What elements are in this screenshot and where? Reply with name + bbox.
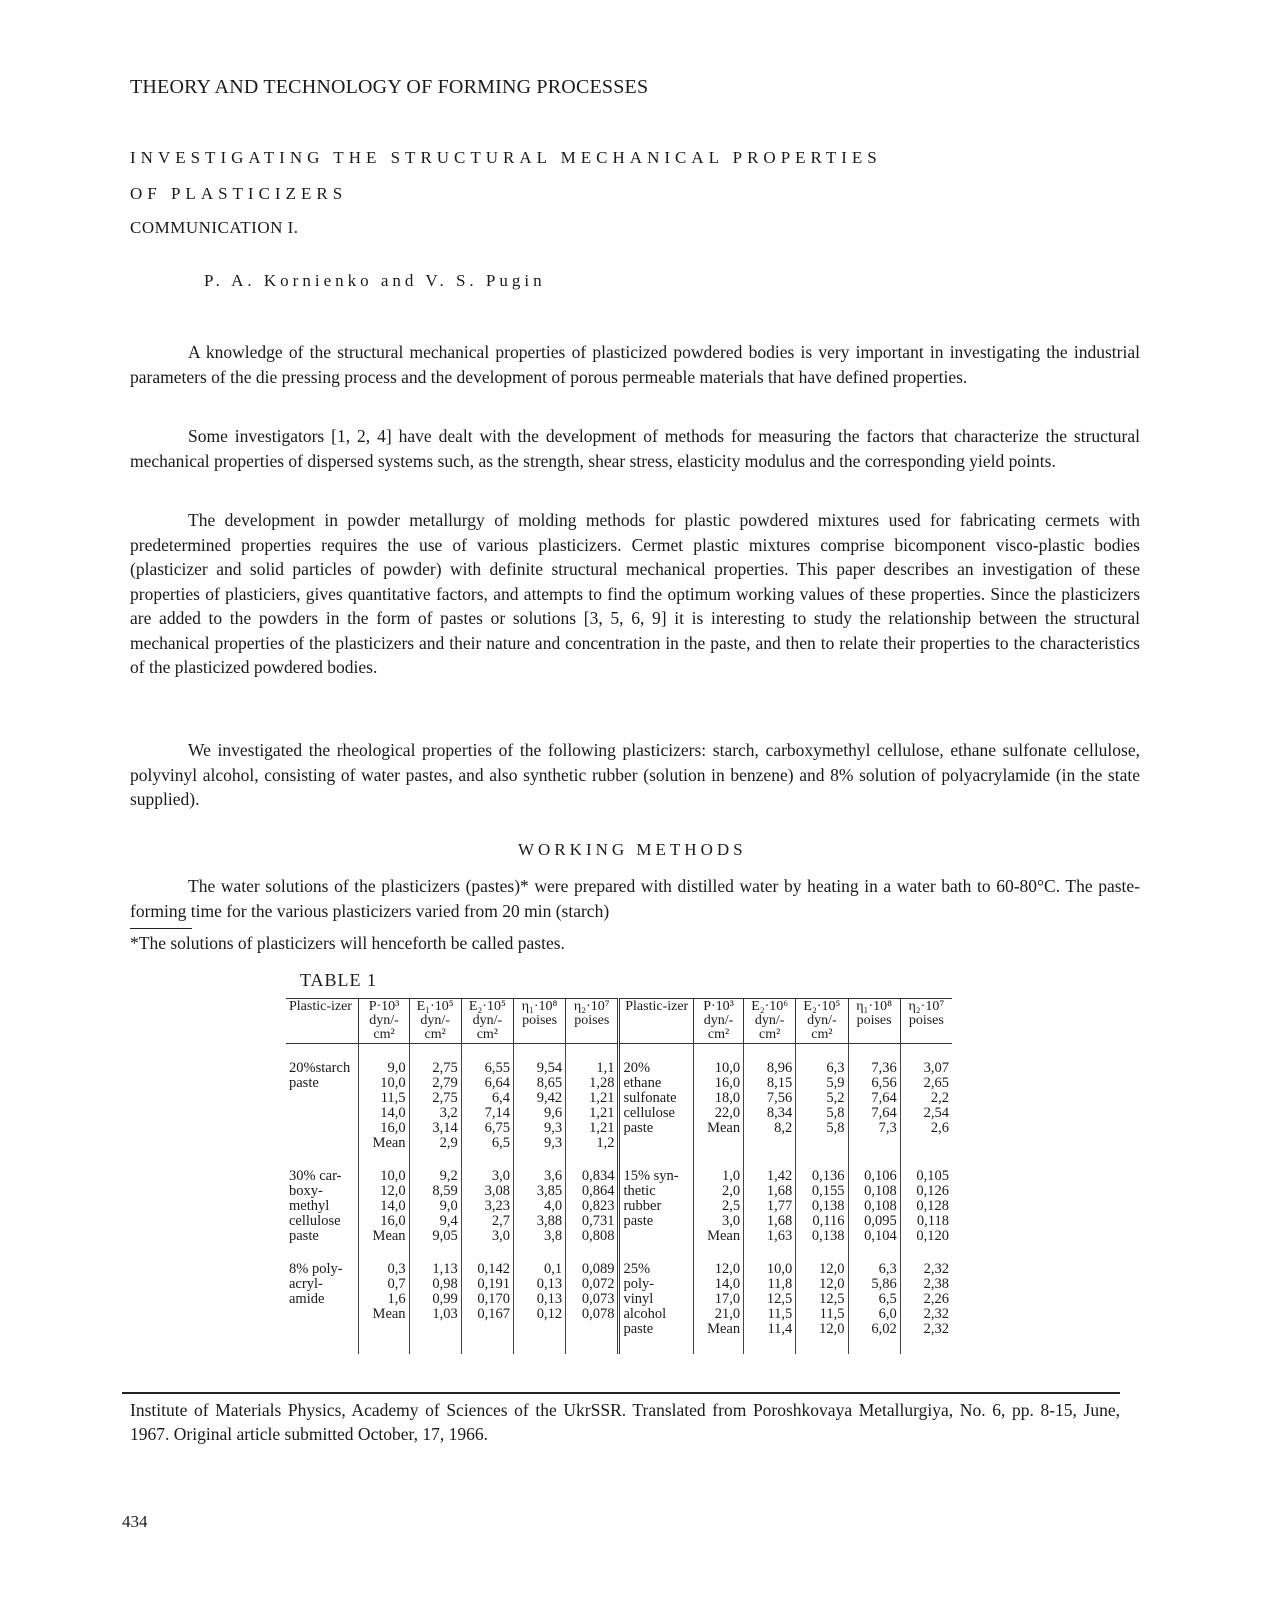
- paragraph-4: We investigated the rheological properties of the following plasticizers: starch, carboxymethyl cellulose, ethane sulfonate cellulose, polyvinyl alcohol, consisting of water pastes, and also synthetic rubber (solution in benzene) and 8% solution of polyacrylamide (in the state supplied).: [130, 740, 1140, 809]
- cell-e2: 6,55 6,64 6,4 7,14 6,75 6,5: [461, 1060, 513, 1152]
- data-table: [286, 998, 952, 1354]
- cell-eta2-right: 2,32 2,38 2,26 2,32 2,32: [900, 1261, 952, 1338]
- col-header-p: P·10³ dyn/-cm²: [359, 999, 409, 1044]
- paragraph-5: The water solutions of the plasticizers (pastes)* were prepared with distilled water by heating in a water bath to 60-80°C. The paste-forming time for the various plasticizers varied from 20 min (starch): [130, 876, 1140, 921]
- col-header-e1-right: E₂·10⁶ dyn/-cm²: [744, 999, 796, 1044]
- col-header-eta1: η₁·10⁸ poises: [513, 999, 565, 1044]
- authors: P. A. Kornienko and V. S. Pugin: [204, 271, 546, 290]
- cell-eta1-right: 6,3 5,86 6,5 6,0 6,02: [848, 1261, 900, 1338]
- cell-eta1: 3,6 3,85 4,0 3,88 3,8: [513, 1168, 565, 1245]
- footnote: *The solutions of plasticizers will henceforth be called pastes.: [130, 933, 565, 953]
- cell-p: 9,0 10,0 11,5 14,0 16,0 Mean: [359, 1060, 409, 1152]
- cell-plasticizer-right: 20% ethane sulfonate cellulose paste: [619, 1060, 694, 1152]
- table-header-row: [286, 999, 952, 1044]
- table-title: TABLE 1: [300, 970, 378, 990]
- footnote-rule: [130, 928, 192, 929]
- col-header-e2: E₂·10⁵ dyn/-cm²: [461, 999, 513, 1044]
- cell-e2: 0,142 0,191 0,170 0,167: [461, 1261, 513, 1338]
- col-header-plasticizer-right: Plastic-izer: [619, 999, 694, 1044]
- paragraph-3: The development in powder metallurgy of molding methods for plastic powdered mixtures used for fabricating cermets with predetermined properties requires the use of various plasticizers. Cermet plastic mixtures comprise bicomponent visco-plastic bodies (plasticizer and solid particles of powder) with definite structural mechanical properties. This paper describes an investigation of these properties of plasticiers, gives quantitative factors, and attempts to find the optimum working values of these properties. Since the plasticizers are added to the powders in the form of pastes or solutions [3, 5, 6, 9] it is interesting to study the relationship between the structural mechanical properties of the plasticizers and their nature and concentration in the paste, and then to relate their properties to the characteristics of the plasticized powdered bodies.: [130, 510, 1140, 677]
- affiliation-rule: [122, 1392, 1120, 1394]
- article-title-line2: OF PLASTICIZERS: [130, 184, 348, 203]
- col-header-eta2-right: η₂·10⁷ poises: [900, 999, 952, 1044]
- article-title-line1: INVESTIGATING THE STRUCTURAL MECHANICAL PROPERTIES: [130, 148, 882, 167]
- cell-e2-right: 12,0 12,0 12,5 11,5 12,0: [796, 1261, 848, 1338]
- cell-e1: 1,13 0,98 0,99 1,03: [409, 1261, 461, 1338]
- cell-e2: 3,0 3,08 3,23 2,7 3,0: [461, 1168, 513, 1245]
- paragraph-1: A knowledge of the structural mechanical properties of plasticized powdered bodies is very important in investigating the industrial parameters of the die pressing process and the development of porous permeable materials that have defined properties.: [130, 342, 1140, 387]
- table-row: [286, 1261, 952, 1338]
- cell-eta1-right: 7,36 6,56 7,64 7,64 7,3: [848, 1060, 900, 1152]
- cell-p: 10,0 12,0 14,0 16,0 Mean: [359, 1168, 409, 1245]
- cell-eta1-right: 0,106 0,108 0,108 0,095 0,104: [848, 1168, 900, 1245]
- table-row: [286, 1060, 952, 1152]
- section-header: THEORY AND TECHNOLOGY OF FORMING PROCESSES: [130, 76, 649, 98]
- cell-plasticizer-right: 25% poly- vinyl alcohol paste: [619, 1261, 694, 1338]
- paragraph-2: Some investigators [1, 2, 4] have dealt with the development of methods for measuring the factors that characterize the structural mechanical properties of dispersed systems such, as the strength, shear stress, elasticity modulus and the corresponding yield points.: [130, 426, 1140, 471]
- table-row: [286, 1168, 952, 1245]
- cell-eta1: 9,54 8,65 9,42 9,6 9,3 9,3: [513, 1060, 565, 1152]
- affiliation-note: Institute of Materials Physics, Academy of Sciences of the UkrSSR. Translated from Poroshkovaya Metallurgiya, No. 6, pp. 8-15, June, 1967. Original article submitted October, 17, 1966.: [130, 1400, 1120, 1444]
- article-title-line3: COMMUNICATION I.: [130, 218, 299, 237]
- cell-eta2-right: 0,105 0,126 0,128 0,118 0,120: [900, 1168, 952, 1245]
- cell-e1-right: 8,96 8,15 7,56 8,34 8,2: [744, 1060, 796, 1152]
- cell-p-right: 12,0 14,0 17,0 21,0 Mean: [694, 1261, 744, 1338]
- cell-e1: 9,2 8,59 9,0 9,4 9,05: [409, 1168, 461, 1245]
- cell-eta2-right: 3,07 2,65 2,2 2,54 2,6: [900, 1060, 952, 1152]
- cell-eta2: 0,089 0,072 0,073 0,078: [566, 1261, 619, 1338]
- cell-plasticizer: 30% car- boxy- methyl cellulose paste: [289, 1168, 342, 1244]
- col-header-eta1-right: η₁·10⁸ poises: [848, 999, 900, 1044]
- col-header-plasticizer: Plastic-izer: [286, 999, 359, 1044]
- col-header-e1: E₁·10⁵ dyn/-cm²: [409, 999, 461, 1044]
- cell-eta2: 0,834 0,864 0,823 0,731 0,808: [566, 1168, 619, 1245]
- cell-eta2: 1,1 1,28 1,21 1,21 1,21 1,2: [566, 1060, 619, 1152]
- cell-e1: 2,75 2,79 2,75 3,2 3,14 2,9: [409, 1060, 461, 1152]
- cell-p-right: 10,0 16,0 18,0 22,0 Mean: [694, 1060, 744, 1152]
- cell-plasticizer: 20%starch paste: [289, 1060, 351, 1091]
- page-number: 434: [122, 1512, 148, 1531]
- col-header-e2-right: E₂·10⁵ dyn/-cm²: [796, 999, 848, 1044]
- cell-p-right: 1,0 2,0 2,5 3,0 Mean: [694, 1168, 744, 1245]
- cell-e2-right: 6,3 5,9 5,2 5,8 5,8: [796, 1060, 848, 1152]
- cell-e1-right: 10,0 11,8 12,5 11,5 11,4: [744, 1261, 796, 1338]
- col-header-eta2: η₂·10⁷ poises: [566, 999, 619, 1044]
- cell-p: 0,3 0,7 1,6 Mean: [359, 1261, 409, 1338]
- section-heading-working-methods: WORKING METHODS: [518, 840, 747, 859]
- cell-plasticizer-right: 15% syn- thetic rubber paste: [619, 1168, 694, 1245]
- col-header-p-right: P·10³ dyn/-cm²: [694, 999, 744, 1044]
- cell-eta1: 0,1 0,13 0,13 0,12: [513, 1261, 565, 1338]
- cell-plasticizer: 8% poly- acryl- amide: [289, 1261, 343, 1307]
- cell-e2-right: 0,136 0,155 0,138 0,116 0,138: [796, 1168, 848, 1245]
- cell-e1-right: 1,42 1,68 1,77 1,68 1,63: [744, 1168, 796, 1245]
